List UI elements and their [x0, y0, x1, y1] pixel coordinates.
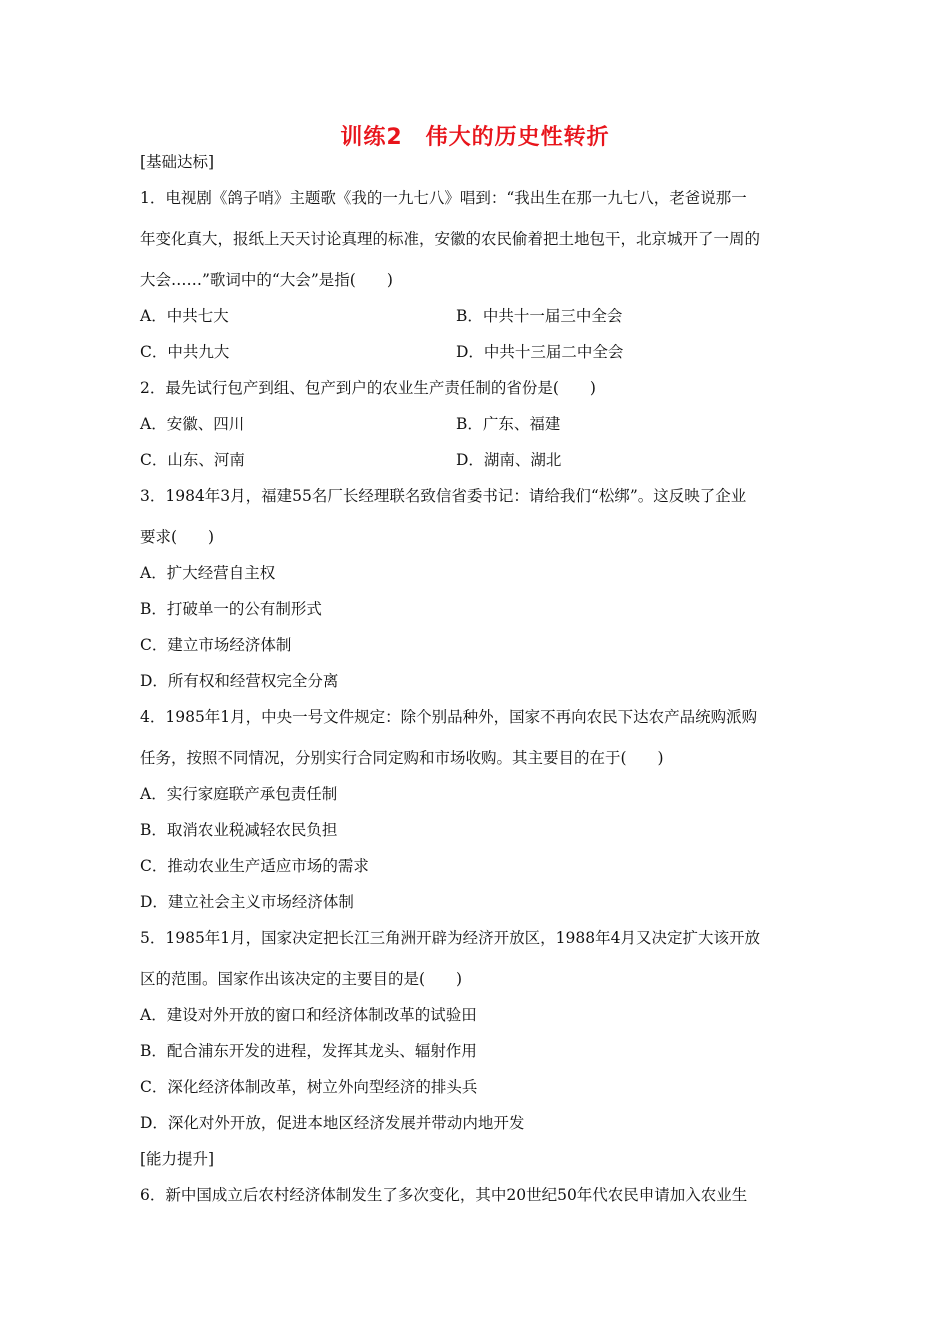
q4-stem-line1: 4．1985年1月，中央一号文件规定：除个别品种外，国家不再向农民下达农产品统购派购 [140, 708, 758, 726]
q1-stem-line1: 1．电视剧《鸽子哨》主题歌《我的一九七八》唱到：“我出生在那一九七八，老爸说那一 [140, 189, 747, 207]
q3-option-d: D．所有权和经营权完全分离 [140, 672, 339, 690]
q3-option-a: A．扩大经营自主权 [140, 564, 276, 582]
q5-option-d: D．深化对外开放，促进本地区经济发展并带动内地开发 [140, 1114, 525, 1132]
q1-stem-line3: 大会……”歌词中的“大会”是指( ) [140, 271, 393, 289]
q3-option-c: C．建立市场经济体制 [140, 636, 292, 654]
q4-stem-line2: 任务，按照不同情况，分别实行合同定购和市场收购。其主要目的在于( ) [140, 749, 664, 767]
section-advanced-heading: [能力提升] [140, 1150, 215, 1168]
q4-option-c: C．推动农业生产适应市场的需求 [140, 857, 369, 875]
q5-option-b: B．配合浦东开发的进程，发挥其龙头、辐射作用 [140, 1042, 477, 1060]
q2-option-c: C．山东、河南 [140, 451, 245, 469]
q2-option-a: A．安徽、四川 [140, 415, 245, 433]
q2-option-d: D．湖南、湖北 [456, 451, 562, 469]
q3-option-b: B．打破单一的公有制形式 [140, 600, 322, 618]
page-title: 训练2 伟大的历史性转折 [340, 125, 610, 150]
q6-stem-line1: 6．新中国成立后农村经济体制发生了多次变化，其中20世纪50年代农民申请加入农业生 [140, 1186, 748, 1204]
q1-option-b: B．中共十一届三中全会 [456, 307, 623, 325]
q1-option-c: C．中共九大 [140, 343, 230, 361]
q5-option-a: A．建设对外开放的窗口和经济体制改革的试验田 [140, 1006, 477, 1024]
q2-option-b: B．广东、福建 [456, 415, 561, 433]
q5-stem-line2: 区的范围。国家作出该决定的主要目的是( ) [140, 970, 463, 988]
q4-option-b: B．取消农业税减轻农民负担 [140, 821, 338, 839]
q1-option-d: D．中共十三届二中全会 [456, 343, 624, 361]
q5-stem-line1: 5．1985年1月，国家决定把长江三角洲开辟为经济开放区，1988年4月又决定扩大该开放 [140, 929, 760, 947]
q1-stem-line2: 年变化真大，报纸上天天讨论真理的标准，安徽的农民偷着把土地包干，北京城开了一周的 [140, 230, 761, 248]
q4-option-d: D．建立社会主义市场经济体制 [140, 893, 354, 911]
q2-stem-line1: 2．最先试行包产到组、包产到户的农业生产责任制的省份是( ) [140, 379, 596, 397]
q4-option-a: A．实行家庭联产承包责任制 [140, 785, 338, 803]
q5-option-c: C．深化经济体制改革，树立外向型经济的排头兵 [140, 1078, 478, 1096]
q3-stem-line2: 要求( ) [140, 528, 215, 546]
q3-stem-line1: 3．1984年3月，福建55名厂长经理联名致信省委书记：请给我们“松绑”。这反映了企业 [140, 487, 747, 505]
section-basic-heading: [基础达标] [140, 153, 215, 171]
q1-option-a: A．中共七大 [140, 307, 229, 325]
